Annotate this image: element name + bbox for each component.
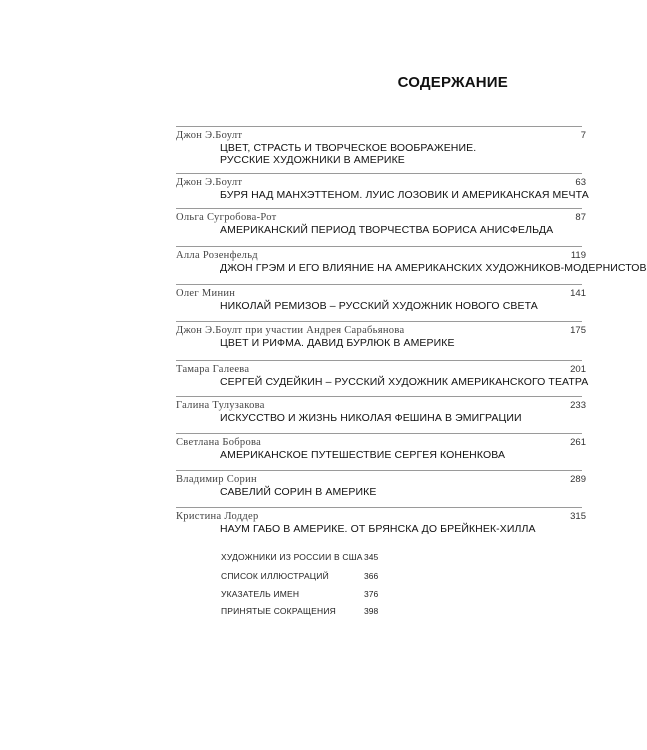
appendix-item	[0, 571, 600, 585]
appendix-label: СПИСОК ИЛЛЮСТРАЦИЙ	[221, 571, 329, 581]
page-title: СОДЕРЖАНИЕ	[397, 74, 508, 91]
entry-title: АМЕРИКАНСКИЙ ПЕРИОД ТВОРЧЕСТВА БОРИСА АНИСФЕЛЬДА	[220, 224, 554, 236]
entry-title: ЦВЕТ, СТРАСТЬ И ТВОРЧЕСКОЕ ВООБРАЖЕНИЕ.	[220, 142, 477, 154]
entry-page-number: 175	[570, 325, 586, 336]
entry-page-number: 119	[570, 250, 586, 261]
appendix-item	[0, 552, 600, 566]
entry-author: Алла Розенфельд	[176, 250, 258, 261]
entry-title: ЦВЕТ И РИФМА. ДАВИД БУРЛЮК В АМЕРИКЕ	[220, 337, 455, 349]
entry-title: СЕРГЕЙ СУДЕЙКИН – РУССКИЙ ХУДОЖНИК АМЕРИКАНСКОГО ТЕАТРА	[220, 376, 589, 388]
entry-title: НАУМ ГАБО В АМЕРИКЕ. ОТ БРЯНСКА ДО БРЕЙКНЕК-ХИЛЛА	[220, 523, 536, 535]
entry-divider	[176, 470, 582, 471]
appendix-page-number: 345	[364, 552, 379, 562]
entry-divider	[176, 360, 582, 361]
entry-page-number: 201	[570, 364, 586, 375]
entry-title: БУРЯ НАД МАНХЭТТЕНОМ. ЛУИС ЛОЗОВИК И АМЕРИКАНСКАЯ МЕЧТА	[220, 189, 589, 201]
entry-page-number: 7	[580, 130, 586, 141]
entry-author: Джон Э.Боулт	[176, 130, 243, 141]
entry-page-number: 261	[570, 437, 586, 448]
entry-divider	[176, 208, 582, 209]
entry-author: Кристина Лоддер	[176, 511, 259, 522]
appendix-label: УКАЗАТЕЛЬ ИМЕН	[221, 589, 300, 599]
entry-author: Джон Э.Боулт	[176, 177, 243, 188]
appendix-item	[0, 606, 600, 620]
entry-author: Олег Минин	[176, 288, 236, 299]
appendix-label: ПРИНЯТЫЕ СОКРАЩЕНИЯ	[221, 606, 337, 616]
entry-title: НИКОЛАЙ РЕМИЗОВ – РУССКИЙ ХУДОЖНИК НОВОГО СВЕТА	[220, 300, 538, 312]
entry-author: Тамара Галеева	[176, 364, 250, 375]
entry-title: АМЕРИКАНСКОЕ ПУТЕШЕСТВИЕ СЕРГЕЯ КОНЕНКОВА	[220, 449, 506, 461]
entry-divider	[176, 321, 582, 322]
entry-divider	[176, 173, 582, 174]
entry-page-number: 315	[570, 511, 586, 522]
entry-page-number: 233	[570, 400, 586, 411]
entry-divider	[176, 396, 582, 397]
entry-author: Светлана Боброва	[176, 437, 262, 448]
entry-divider	[176, 246, 582, 247]
entry-author: Ольга Сугробова-Рот	[176, 212, 277, 223]
entry-title: РУССКИЕ ХУДОЖНИКИ В АМЕРИКЕ	[220, 154, 405, 166]
appendix-label: ХУДОЖНИКИ ИЗ РОССИИ В США	[221, 552, 363, 562]
appendix-page-number: 398	[364, 606, 379, 616]
entry-author: Галина Тулузакова	[176, 400, 265, 411]
entry-page-number: 289	[570, 474, 586, 485]
entry-page-number: 63	[575, 177, 586, 188]
entry-author: Владимир Сорин	[176, 474, 257, 485]
entry-title: ИСКУССТВО И ЖИЗНЬ НИКОЛАЯ ФЕШИНА В ЭМИГРАЦИИ	[220, 412, 522, 424]
entry-divider	[176, 433, 582, 434]
appendix-page-number: 376	[364, 589, 379, 599]
entry-author: Джон Э.Боулт при участии Андрея Сарабьянова	[176, 325, 405, 336]
entry-title: САВЕЛИЙ СОРИН В АМЕРИКЕ	[220, 486, 377, 498]
appendix-item	[0, 589, 600, 603]
entry-divider	[176, 507, 582, 508]
entry-page-number: 87	[575, 212, 586, 223]
entry-divider	[176, 126, 582, 127]
entry-divider	[176, 284, 582, 285]
entry-title: ДЖОН ГРЭМ И ЕГО ВЛИЯНИЕ НА АМЕРИКАНСКИХ ХУДОЖНИКОВ-МОДЕРНИСТОВ	[220, 262, 647, 274]
appendix-page-number: 366	[364, 571, 379, 581]
entry-page-number: 141	[570, 288, 586, 299]
